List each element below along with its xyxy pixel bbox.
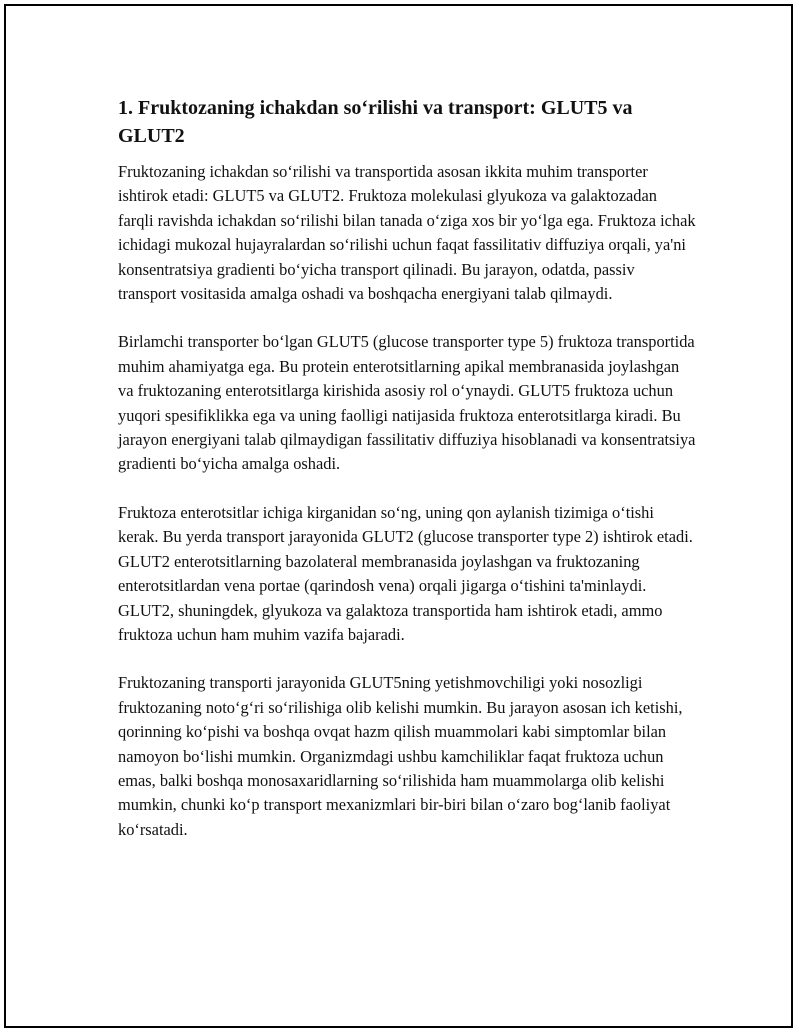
- paragraph-3: Fruktoza enterotsitlar ichiga kirganidan so‘ng, uning qon aylanish tizimiga o‘tishi kerak. Bu yerda transport jarayonida GLUT2 (glucose transporter type 2) ishtirok etadi. GLUT2 enterotsitlarning bazolateral membranasida joylashgan va fruktozaning enterotsitlardan vena portae (qarindosh vena) orqali jigarga o‘tishini ta'minlaydi. GLUT2, shuningdek, glyukoza va galaktoza transportida ham ishtirok etadi, ammo fruktoza uchun ham muhim vazifa bajaradi.: [118, 502, 693, 644]
- paragraph-1: Fruktozaning ichakdan so‘rilishi va transportida asosan ikkita muhim transporter ishtirok etadi: GLUT5 va GLUT2. Fruktoza molekulasi glyukoza va galaktozadan farqli ravishda ichakdan so‘rilishi bilan tanada o‘ziga xos bir yo‘lga ega. Fruktoza ichak ichidagi mukozal hujayralardan so‘rilishi uchun faqat fassilitativ diffuziya orqali, ya'ni konsentratsiya gradienti bo‘yicha transport qilinadi. Bu jarayon, odatda, passiv transport vositasida amalga oshadi va boshqacha energiyani talab qilmaydi.: [118, 162, 696, 304]
- paragraph-4: Fruktozaning transporti jarayonida GLUT5ning yetishmovchiligi yoki nosozligi fruktozaning noto‘g‘ri so‘rilishiga olib kelishi mumkin. Bu jarayon asosan ich ketishi, qorinning ko‘pishi va boshqa ovqat hazm qilish muammolari kabi simptomlar bilan namoyon bo‘lishi mumkin. Organizmdagi ushbu kamchiliklar faqat fruktoza uchun emas, balki boshqa monosaxaridlarning so‘rilishida ham muammolarga olib kelishi mumkin, chunki ko‘p transport mexanizmlari bir-biri bilan o‘zaro bog‘lanib faoliyat ko‘rsatadi.: [118, 673, 683, 839]
- section-title: 1. Fruktozaning ichakdan so‘rilishi va transport: GLUT5 va GLUT2: [118, 97, 633, 147]
- paragraph-2: Birlamchi transporter bo‘lgan GLUT5 (glucose transporter type 5) fruktoza transportida muhim ahamiyatga ega. Bu protein enterotsitlarning apikal membranasida joylashgan va fruktozaning enterotsitlarga kirishida asosiy rol o‘ynaydi. GLUT5 fruktoza uchun yuqori spesifiklikka ega va uning faolligi natijasida fruktoza enterotsitlarga kiradi. Bu jarayon energiyani talab qilmaydigan fassilitativ diffuziya hisoblanadi va konsentratsiya gradienti bo‘yicha amalga oshadi.: [118, 332, 696, 474]
- document-body: [118, 94, 696, 866]
